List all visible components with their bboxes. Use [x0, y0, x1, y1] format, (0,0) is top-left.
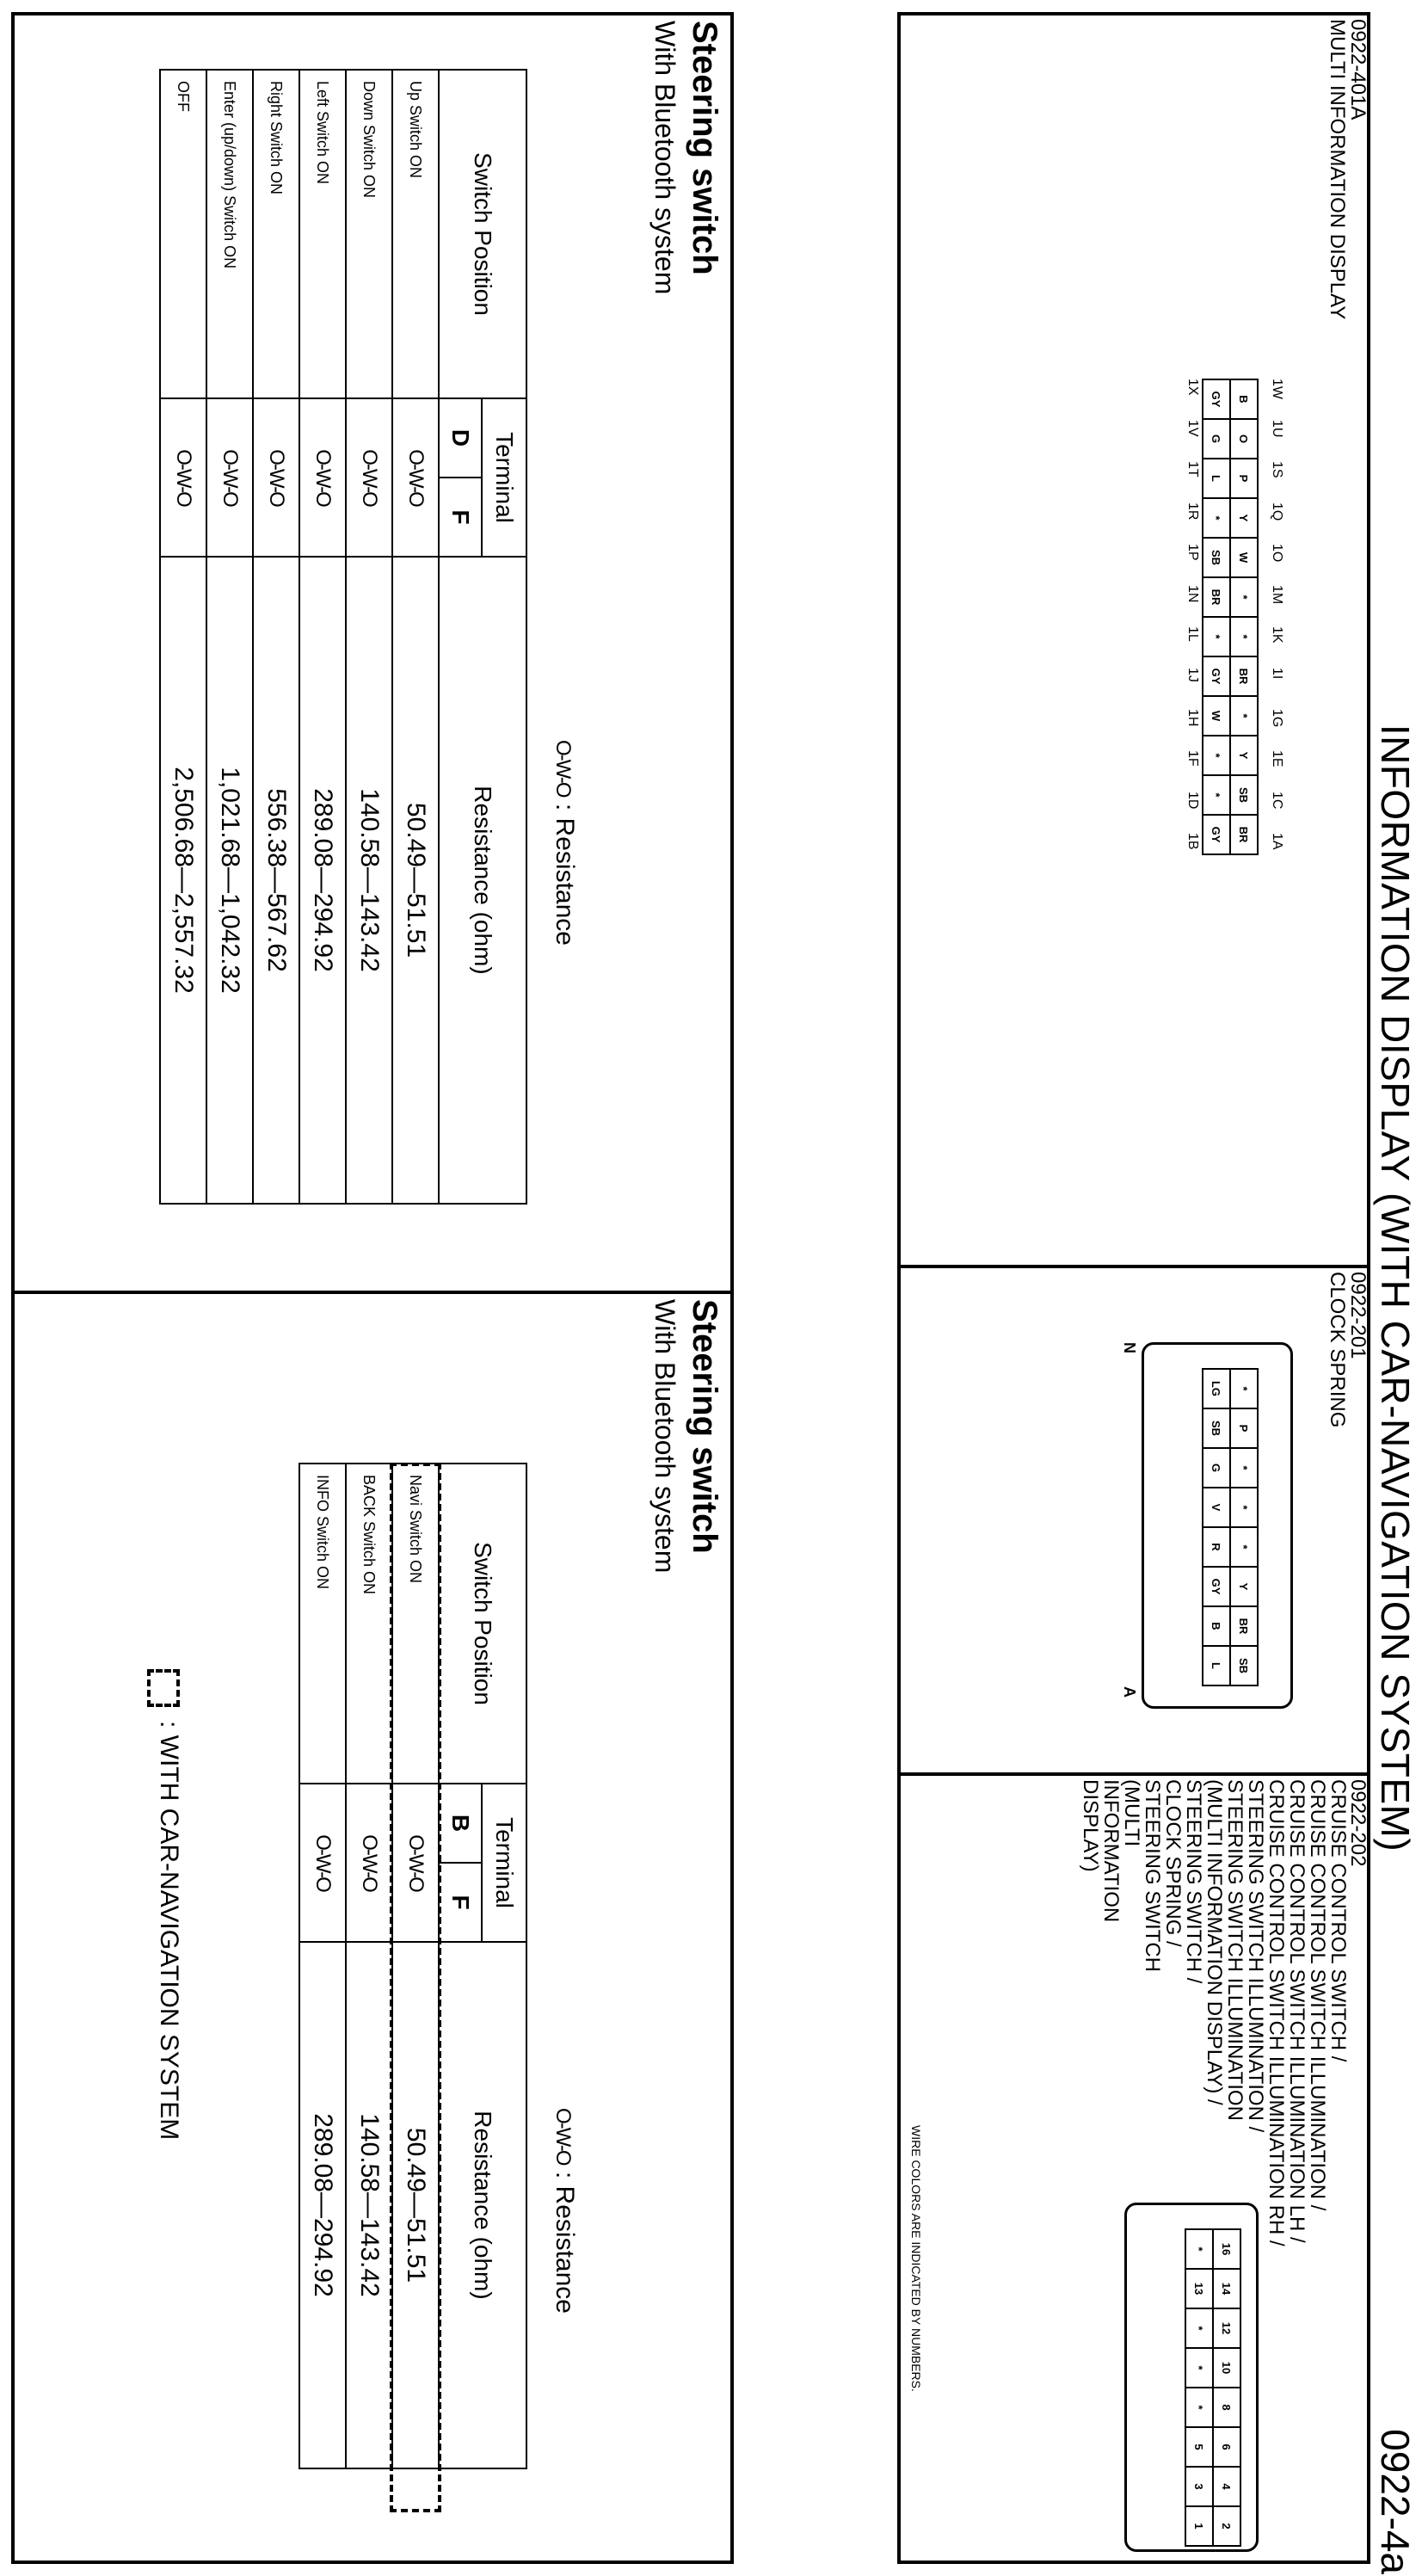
pin-number-label: 1M [1270, 585, 1284, 605]
multi-info-pin: L [1203, 459, 1230, 498]
multi-info-pin: * [1203, 617, 1230, 656]
multi-info-pin: * [1203, 498, 1230, 538]
clock-spring-connector [1202, 1368, 1259, 1686]
switch2-title: Steering switch [686, 1299, 723, 1554]
table-row [253, 70, 299, 1204]
clock-spring-pin: * [1230, 1488, 1258, 1527]
multi-info-name: MULTI INFORMATION DISPLAY [1326, 19, 1349, 320]
table-row [160, 70, 206, 1204]
clock-spring-pin: SB [1230, 1646, 1258, 1685]
pin-number-label: 1J [1185, 668, 1200, 682]
clock-spring-pin: * [1230, 1448, 1258, 1488]
pin-number-label: 1W [1270, 379, 1284, 399]
resistance-value: 50.49—51.51 [392, 557, 439, 1204]
cruise-pin: 6 [1213, 2427, 1240, 2467]
clock-spring-pin: * [1230, 1527, 1258, 1567]
cruise-pin: 1 [1185, 2506, 1213, 2546]
pin-number-label: 1G [1270, 709, 1284, 728]
multi-info-pin: * [1230, 696, 1258, 736]
resistance-symbol: O-W-O [392, 1784, 439, 1942]
multi-info-pin: BR [1230, 656, 1258, 696]
multi-info-pin: GY [1203, 815, 1230, 854]
cruise-pin: 13 [1185, 2269, 1213, 2308]
switch-position: INFO Switch ON [299, 1464, 346, 1784]
cruise-description-line: INFORMATION [1099, 1779, 1123, 1923]
switch1-title: Steering switch [686, 21, 723, 275]
resistance-value: 556.38—567.62 [253, 557, 299, 1204]
cruise-pin: 8 [1213, 2388, 1240, 2427]
pin-number-label: 1Q [1270, 502, 1284, 521]
cruise-description-line: (MULTI INFORMATION DISPLAY) / [1203, 1779, 1226, 2105]
pin-number-label: 1H [1185, 709, 1200, 727]
resistance-symbol: O-W-O [299, 398, 346, 557]
pin-number-label: 1L [1185, 626, 1200, 642]
table-row [346, 1464, 392, 2468]
cruise-pin: 16 [1213, 2229, 1240, 2269]
switch1-legend: O-W-O : Resistance [551, 740, 579, 946]
pin-number-label: 1X [1185, 379, 1200, 396]
switch-position: Right Switch ON [253, 70, 299, 398]
pin-number-label: 1K [1270, 626, 1284, 644]
pin-number-label: 1A [1270, 833, 1284, 850]
cruise-pin: 5 [1185, 2427, 1213, 2467]
clock-spring-pin: V [1203, 1488, 1230, 1527]
resistance-value: 289.08—294.92 [299, 557, 346, 1204]
resistance-value: 50.49—51.51 [392, 1942, 439, 2468]
cruise-description-line: STEERING SWITCH ILLUMINATION [1223, 1779, 1247, 2121]
switch-position: Enter (up/down) Switch ON [206, 70, 253, 398]
switch1-subtitle: With Bluetooth system [649, 21, 680, 295]
multi-info-pin: W [1230, 538, 1258, 577]
clock-spring-pin: L [1203, 1646, 1230, 1685]
multi-info-pin: G [1203, 419, 1230, 459]
table-row [299, 1464, 346, 2468]
cruise-note: WIRE COLORS ARE INDICATED BY NUMBERS. [909, 2125, 923, 2392]
table-row [299, 70, 346, 1204]
clock-spring-pin: SB [1203, 1408, 1230, 1448]
cruise-description-line: STEERING SWITCH / [1182, 1779, 1205, 1984]
multi-info-code: 0922-401A [1346, 19, 1370, 120]
multi-info-pin: GY [1203, 656, 1230, 696]
switch-position: Down Switch ON [346, 70, 392, 398]
cruise-pin: 3 [1185, 2467, 1213, 2506]
switch-position: OFF [160, 70, 206, 398]
cruise-pin: * [1185, 2348, 1213, 2388]
cruise-pin: * [1185, 2308, 1213, 2348]
multi-info-pin: * [1230, 617, 1258, 656]
multi-info-pin: Y [1230, 736, 1258, 775]
cruise-description-line: CRUISE CONTROL SWITCH ILLUMINATION LH / [1285, 1779, 1308, 2243]
multi-info-pin: Y [1230, 498, 1258, 538]
page-code: 0922-4a [1373, 2429, 1418, 2574]
multi-info-pin: SB [1203, 538, 1230, 577]
resistance-symbol: O-W-O [346, 398, 392, 557]
clock-spring-pin: R [1203, 1527, 1230, 1567]
table-row [206, 70, 253, 1204]
resistance-value: 289.08—294.92 [299, 1942, 346, 2468]
switch2-subtitle: With Bluetooth system [649, 1299, 680, 1574]
switch2-legend: O-W-O : Resistance [551, 2108, 579, 2314]
table-row [346, 70, 392, 1204]
table-row [392, 70, 439, 1204]
page-title: INFORMATION DISPLAY (WITH CAR-NAVIGATION SYSTEM) [1373, 724, 1418, 1852]
resistance-value: 2,506.68—2,557.32 [160, 557, 206, 1204]
pin-number-label: 1P [1185, 544, 1200, 561]
multi-info-pin: B [1230, 379, 1258, 419]
pin-number-label: 1N [1185, 585, 1200, 603]
resistance-value: 140.58—143.42 [346, 557, 392, 1204]
resistance-symbol: O-W-O [299, 1784, 346, 1942]
cruise-connector [1185, 2228, 1241, 2547]
cruise-pin: * [1185, 2388, 1213, 2427]
multi-info-pin: BR [1230, 815, 1258, 854]
resistance-symbol: O-W-O [160, 398, 206, 557]
cruise-pin: 14 [1213, 2269, 1240, 2308]
pin-number-label: 1O [1270, 544, 1284, 563]
cruise-description-line: CRUISE CONTROL SWITCH ILLUMINATION RH / [1265, 1779, 1288, 2246]
resistance-symbol: O-W-O [206, 398, 253, 557]
resistance-symbol: O-W-O [346, 1784, 392, 1942]
pin-number-label: 1B [1185, 833, 1200, 850]
clock-spring-pin: BR [1230, 1606, 1258, 1646]
pin-number-label: 1V [1185, 420, 1200, 437]
pin-number-label: 1E [1270, 750, 1284, 767]
resistance-symbol: O-W-O [392, 398, 439, 557]
clock-spring-pin: G [1203, 1448, 1230, 1488]
resistance-value: 140.58—143.42 [346, 1942, 392, 2468]
cruise-description-line: CRUISE CONTROL SWITCH / [1327, 1779, 1350, 2062]
pin-number-label: 1I [1270, 668, 1284, 680]
clock-spring-pin: * [1230, 1369, 1258, 1408]
multi-info-pin: * [1230, 577, 1258, 617]
switch-position: Left Switch ON [299, 70, 346, 398]
clock-spring-label-n: N [1121, 1342, 1138, 1353]
multi-info-pin: W [1203, 696, 1230, 736]
switch2-note: : WITH CAR-NAVIGATION SYSTEM [154, 1721, 183, 2140]
cruise-description-line: (MULTI [1120, 1779, 1143, 1847]
cruise-description-line: CLOCK SPRING / [1161, 1779, 1185, 1947]
clock-spring-pin: B [1203, 1606, 1230, 1646]
multi-info-connector [1202, 379, 1259, 855]
multi-info-pin: * [1203, 775, 1230, 815]
resistance-symbol: O-W-O [253, 398, 299, 557]
multi-info-pin: P [1230, 459, 1258, 498]
cruise-description-line: CRUISE CONTROL SWITCH ILLUMINATION / [1306, 1779, 1329, 2211]
clock-spring-pin: Y [1230, 1567, 1258, 1606]
switch-position: Navi Switch ON [392, 1464, 439, 1784]
pin-number-label: 1D [1185, 792, 1200, 810]
pin-number-label: 1C [1270, 792, 1284, 810]
pin-number-label: 1F [1185, 750, 1200, 767]
clock-spring-name: CLOCK SPRING [1326, 1272, 1349, 1428]
cruise-pin: 2 [1213, 2506, 1240, 2546]
multi-info-pin: O [1230, 419, 1258, 459]
switch2-table: Switch Position Terminal Resistance (ohm) B F Navi Switch ON O-W-O 50.49—51.51 BACK Switch ON O-W-O 140.58—143.42 INFO Switch ON O-W-O 289.08—294.92 [299, 1463, 527, 2469]
cruise-description-line: STEERING SWITCH ILLUMINATION / [1244, 1779, 1267, 2133]
pin-number-label: 1U [1270, 420, 1284, 438]
cruise-pin: * [1185, 2229, 1213, 2269]
cruise-description-line: DISPLAY) [1079, 1779, 1102, 1872]
cruise-description-line: STEERING SWITCH [1141, 1779, 1164, 1973]
multi-info-pin: * [1203, 736, 1230, 775]
navi-dashed-region [390, 1463, 441, 2512]
switch-position: BACK Switch ON [346, 1464, 392, 1784]
pin-number-label: 1T [1185, 461, 1200, 478]
cruise-pin: 4 [1213, 2467, 1240, 2506]
cruise-pin: 10 [1213, 2348, 1240, 2388]
cruise-description [1080, 1779, 1348, 2246]
clock-spring-pin: P [1230, 1408, 1258, 1448]
clock-spring-pin: GY [1203, 1567, 1230, 1606]
multi-info-pin: BR [1203, 577, 1230, 617]
pin-number-label: 1R [1185, 502, 1200, 521]
clock-spring-label-a: A [1121, 1686, 1138, 1698]
pin-number-label: 1S [1270, 461, 1284, 478]
clock-spring-pin: LG [1203, 1369, 1230, 1408]
resistance-value: 1,021.68—1,042.32 [206, 557, 253, 1204]
switch-position: Up Switch ON [392, 70, 439, 398]
cruise-code: 0922-202 [1346, 1779, 1370, 1867]
multi-info-pin: SB [1230, 775, 1258, 815]
cruise-pin: 12 [1213, 2308, 1240, 2348]
multi-info-pin: GY [1203, 379, 1230, 419]
clock-spring-code: 0922-201 [1346, 1272, 1370, 1359]
switch1-table: Switch Position Terminal Resistance (ohm) D F Up Switch ON O-W-O 50.49—51.51 Down Switch ON O-W-O 140.58—143.42 Left Switch ON O-W-O 289.08—294.92 Right Switch ON O-W-O 556.38—567.62 Enter (up/down) Switch ON O-W-O 1,021.68—1,042.32 OFF O-W-O 2,506.68—2,557.32 [159, 69, 527, 1205]
